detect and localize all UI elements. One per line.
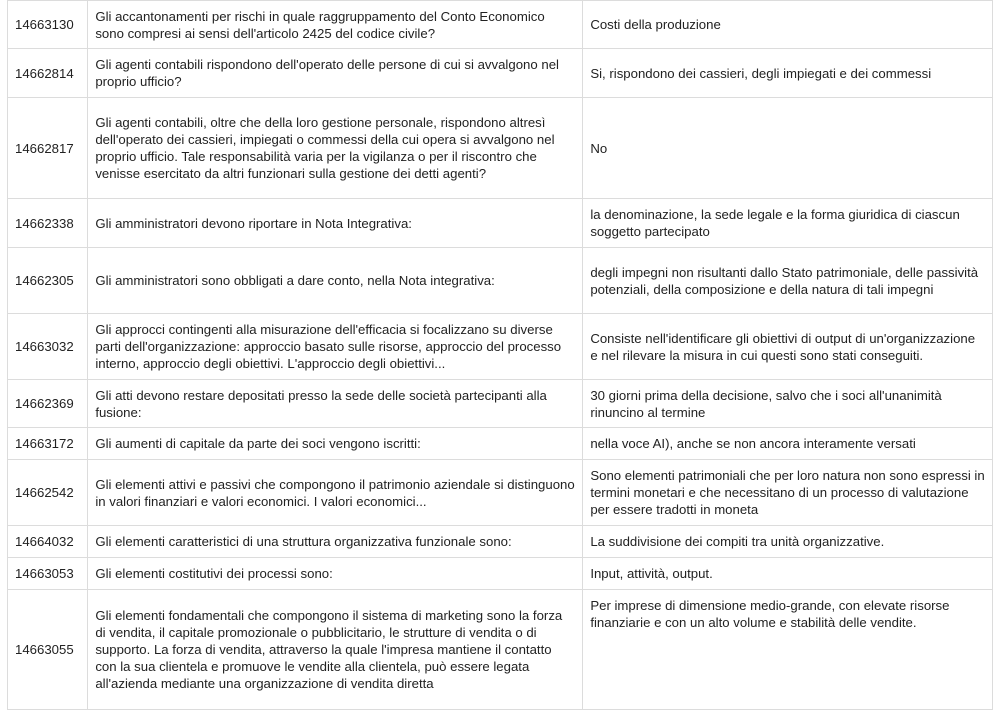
row-answer: Si, rispondono dei cassieri, degli impiegati e dei commessi (583, 49, 993, 98)
row-answer: Input, attività, output. (583, 558, 993, 590)
table-row (8, 248, 993, 314)
row-id: 14662814 (8, 49, 88, 98)
row-question: Gli amministratori devono riportare in Nota Integrativa: (88, 199, 583, 248)
row-question: Gli agenti contabili rispondono dell'operato delle persone di cui si avvalgono nel proprio ufficio? (88, 49, 583, 98)
table-row (8, 1, 993, 49)
row-id: 14663130 (8, 1, 88, 49)
table-row (8, 526, 993, 558)
row-answer: la denominazione, la sede legale e la forma giuridica di ciascun soggetto partecipato (583, 199, 993, 248)
row-question: Gli aumenti di capitale da parte dei soci vengono iscritti: (88, 428, 583, 460)
row-id: 14663053 (8, 558, 88, 590)
row-id: 14663172 (8, 428, 88, 460)
row-question: Gli elementi attivi e passivi che compongono il patrimonio aziendale si distinguono in valori finanziari e valori economici. I valori economici... (88, 460, 583, 526)
table-row (8, 428, 993, 460)
row-answer: Consiste nell'identificare gli obiettivi di output di un'organizzazione e nel rilevare la misura in cui questi sono stati conseguiti. (583, 314, 993, 380)
row-answer: nella voce AI), anche se non ancora interamente versati (583, 428, 993, 460)
row-question: Gli agenti contabili, oltre che della loro gestione personale, rispondono altresì dell'operato dei cassieri, impiegati o commessi della cui opera si avvalgono nel proprio ufficio. Tale responsabilità varia per la vigilanza o per il riscontro che venisse esercitato da altri funzionari sulla gestione dei detti agenti? (88, 98, 583, 199)
row-question: Gli approcci contingenti alla misurazione dell'efficacia si focalizzano su diverse parti dell'organizzazione: approccio basato sulle risorse, approccio del processo interno, approccio degli obiettivi. L'approccio degli obiettivi... (88, 314, 583, 380)
table-row (8, 590, 993, 710)
row-question: Gli elementi fondamentali che compongono il sistema di marketing sono la forza di vendita, il capitale promozionale o pubblicitario, le strutture di vendita o di supporto. La forza di vendita, attraverso la quale l'impresa mantiene il contatto con la sua clientela e promuove le vendite alla clientela, può essere legata all'azienda mediante una organizzazione di vendita diretta (88, 590, 583, 710)
row-answer: 30 giorni prima della decisione, salvo che i soci all'unanimità rinuncino al termine (583, 380, 993, 428)
table-row (8, 98, 993, 199)
table-row (8, 380, 993, 428)
row-id: 14663032 (8, 314, 88, 380)
qa-table (7, 0, 993, 710)
table-row (8, 314, 993, 380)
table-row (8, 460, 993, 526)
row-answer: No (583, 98, 993, 199)
table-row (8, 199, 993, 248)
row-id: 14662817 (8, 98, 88, 199)
row-id: 14662305 (8, 248, 88, 314)
row-id: 14662542 (8, 460, 88, 526)
row-id: 14662338 (8, 199, 88, 248)
row-answer: Costi della produzione (583, 1, 993, 49)
row-id: 14664032 (8, 526, 88, 558)
row-answer: degli impegni non risultanti dallo Stato patrimoniale, delle passività potenziali, della composizione e della natura di tali impegni (583, 248, 993, 314)
row-question: Gli amministratori sono obbligati a dare conto, nella Nota integrativa: (88, 248, 583, 314)
row-question: Gli accantonamenti per rischi in quale raggruppamento del Conto Economico sono compresi ai sensi dell'articolo 2425 del codice civile? (88, 1, 583, 49)
row-answer: La suddivisione dei compiti tra unità organizzative. (583, 526, 993, 558)
table-row (8, 558, 993, 590)
row-id: 14662369 (8, 380, 88, 428)
row-answer: Sono elementi patrimoniali che per loro natura non sono espressi in termini monetari e che necessitano di un processo di valutazione per essere tradotti in moneta (583, 460, 993, 526)
row-answer: Per imprese di dimensione medio-grande, con elevate risorse finanziarie e con un alto volume e stabilità delle vendite. (583, 590, 993, 710)
table-row (8, 49, 993, 98)
row-question: Gli elementi caratteristici di una struttura organizzativa funzionale sono: (88, 526, 583, 558)
row-question: Gli elementi costitutivi dei processi sono: (88, 558, 583, 590)
row-id: 14663055 (8, 590, 88, 710)
row-question: Gli atti devono restare depositati presso la sede delle società partecipanti alla fusione: (88, 380, 583, 428)
